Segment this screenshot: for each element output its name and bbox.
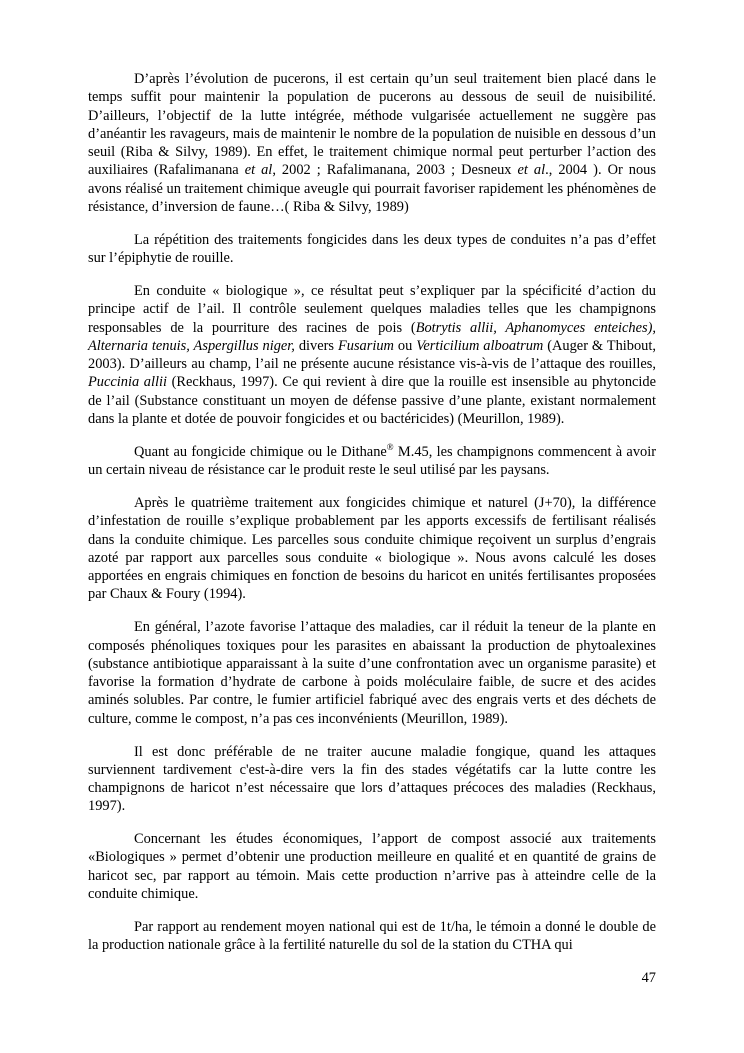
page-number: 47 — [641, 970, 656, 986]
paragraph — [88, 70, 656, 216]
text-run: Il est donc préférable de ne traiter aucune maladie fongique, quand les attaques surviennent tardivement c'est-à-dire vers la fin des stades végétatifs car la lutte contre les champignons de haricot n’est nécessaire que lors d’attaques précoces des maladies (Reckhaus, 1997). — [88, 743, 656, 815]
paragraph — [88, 282, 656, 428]
text-run: En conduite « biologique », ce résultat peut s’expliquer par la spécificité d’action du principe actif de l’ail. Il contrôle seulement quelques maladies telles que les champignons responsables de la pourriture des racines de pois ( — [88, 282, 656, 336]
italic-text: Fusarium — [337, 337, 394, 354]
text-run: ., 2004 ). Or nous avons réalisé un traitement chimique aveugle qui pourrait favoriser rapidement les phénomènes de résistance, d’inversion de faune…( Riba & Silvy, 1989) — [88, 162, 656, 216]
text-run: M.45, les champignons commencent à avoir un certain niveau de résistance car le produit reste le seul utilisé par les paysans. — [88, 443, 657, 479]
italic-text: Botrytis allii, Aphanomyces enteiches), Alternaria tenuis, Aspergillus niger, — [88, 319, 657, 354]
paragraph — [88, 830, 656, 903]
text-run: La répétition des traitements fongicides dans les deux types de conduites n’a pas d’effet sur l’épiphytie de rouille. — [88, 231, 656, 267]
body-text — [88, 70, 656, 954]
paragraph — [88, 743, 656, 816]
text-run: Après le quatrième traitement aux fongicides chimique et naturel (J+70), la différence d’infestation de rouille s’explique probablement par les apports excessifs de fertilisant réalisés dans la conduite chimique. Les parcelles sous conduite chimique reçoivent un surplus d’engrais azoté par rapport aux parcelles sous conduite « biologique ». Nous avons calculé les doses apportées en engrais chimiques en fonction de besoins du haricot en unités fertilisantes proposées par Chaux & Foury (1994). — [88, 494, 656, 603]
text-run: , 2002 ; Rafalimanana, 2003 ; Desneux — [272, 162, 518, 179]
text-run: Quant au fongicide chimique ou le Dithane — [134, 443, 387, 460]
italic-text: et al — [244, 162, 273, 179]
text-run: Par rapport au rendement moyen national qui est de 1t/ha, le témoin a donné le double de la production nationale grâce à la fertilité naturelle du sol de la station du CTHA qui — [88, 918, 656, 954]
text-run: (Reckhaus, 1997). Ce qui revient à dire que la rouille est insensible au phytoncide de l’ail (Substance constituant un moyen de défense passive d’une plante, existant normalement dans la plante et dotée de pouvoir fongicides et ou bactéricides) (Meurillon, 1989). — [88, 374, 656, 428]
paragraph — [88, 918, 656, 955]
italic-text: Verticilium alboatrum — [416, 337, 544, 354]
paragraph — [88, 443, 656, 480]
text-run: divers — [294, 337, 338, 354]
paragraph — [88, 231, 656, 268]
paragraph — [88, 494, 656, 604]
text-run: D’après l’évolution de pucerons, il est certain qu’un seul traitement bien placé dans le temps suffit pour maintenir la population de pucerons au dessous de seuil de nuisibilité. D’ailleurs, l’objectif de la lutte intégrée, méthode vulgarisée actuellement ne suggère pas d’anéantir les ravageurs, mais de maintenir le nombre de la population de nuisible en dessous d’un seuil (Riba & Silvy, 1989). En effet, le traitement chimique normal peut perturber l’action des auxiliaires (Rafalimanana — [88, 71, 656, 179]
italic-text: Puccinia allii — [88, 374, 167, 391]
text-run: Concernant les études économiques, l’apport de compost associé aux traitements «Biologiques » permet d’obtenir une production meilleure en qualité et en quantité de grains de haricot sec, par rapport au témoin. Mais cette production n’arrive pas à atteindre celle de la conduite chimique. — [88, 831, 656, 903]
paragraph — [88, 618, 656, 728]
text-run: ou — [393, 337, 417, 354]
italic-text: et al — [517, 162, 546, 179]
superscript-mark: ® — [386, 442, 394, 453]
text-run: (Auger & Thibout, 2003). D’ailleurs au champ, l’ail ne présente aucune résistance vis-à-vis de l’attaque des rouilles, — [88, 337, 656, 373]
text-run: En général, l’azote favorise l’attaque des maladies, car il réduit la teneur de la plante en composés phénoliques toxiques pour les parasites en abaissant la production de phytoalexines (substance antibiotique apparaissant à la suite d’une confrontation avec un organisme parasite) et favorise la formation d’hydrate de carbone à poids moléculaire faible, de sucre et des acides aminés solubles. Par contre, le fumier artificiel fabriqué avec des engrais verts et des déchets de culture, comme le compost, n’a pas ces inconvénients (Meurillon, 1989). — [88, 619, 656, 727]
